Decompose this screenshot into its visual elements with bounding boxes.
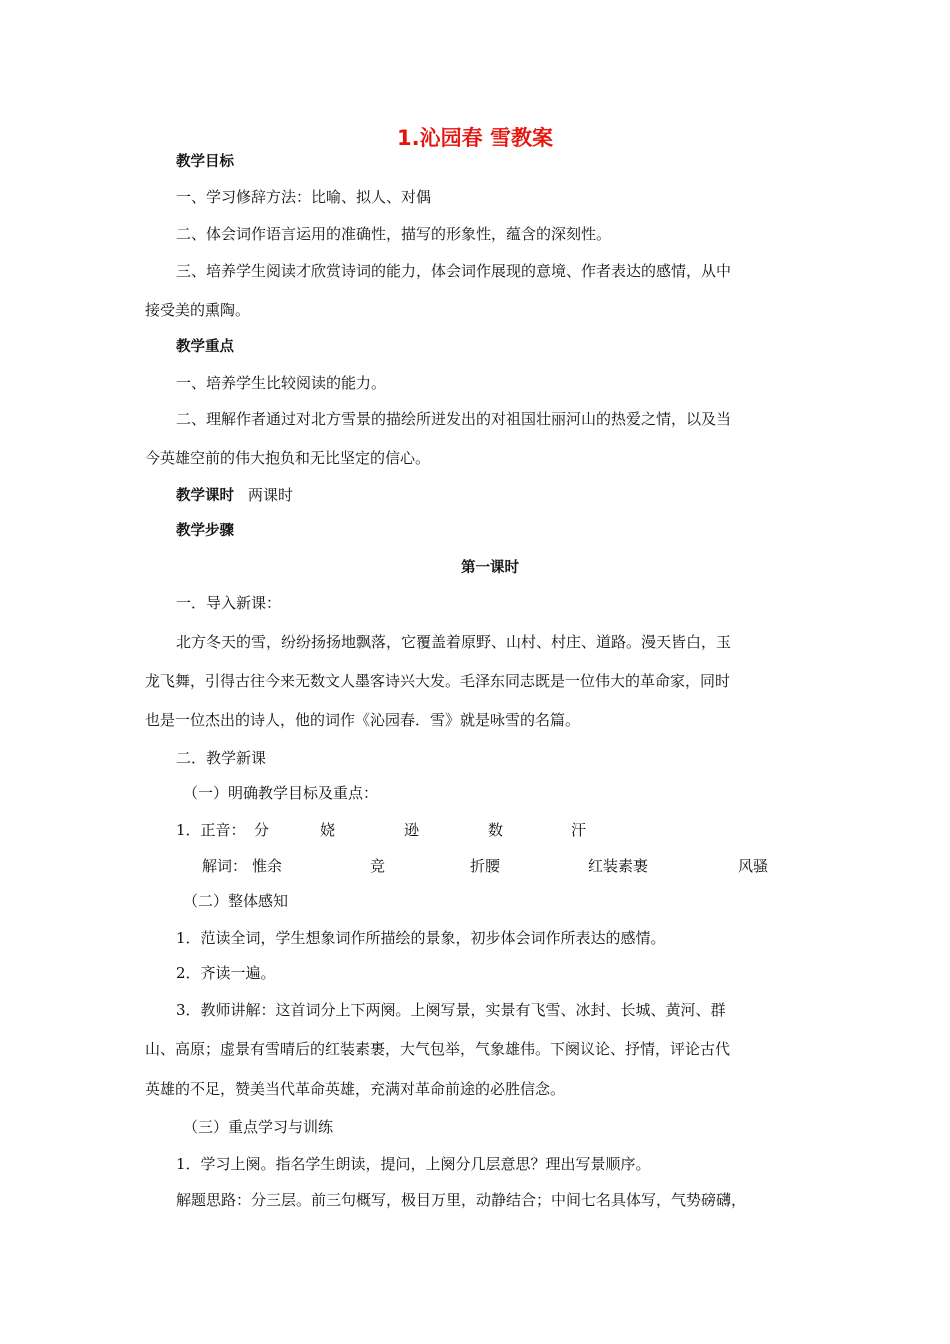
vocab-word: 折腰 — [470, 857, 501, 875]
teaching-hours-value: 两课时 — [248, 486, 294, 504]
pronunciation-row — [176, 820, 856, 840]
vocab-label: 解词： — [202, 857, 248, 875]
objective-line: 二、体会词作语言运用的准确性，描写的形象性，蕴含的深刻性。 — [176, 225, 612, 243]
pronunciation-word: 娆 — [320, 821, 336, 839]
vocab-row — [202, 856, 882, 876]
pronunciation-word: 分 — [254, 821, 270, 839]
pronunciation-word: 汗 — [571, 821, 587, 839]
key-points-heading: 教学重点 — [176, 339, 234, 355]
paragraph-line: 也是一位杰出的诗人，他的词作《沁园春．雪》就是咏雪的名篇。 — [145, 711, 581, 729]
vocab-word: 风骚 — [738, 857, 769, 875]
objectives-heading: 教学目标 — [176, 154, 234, 170]
paragraph-line: 英雄的不足，赞美当代革命英雄，充满对革命前途的必胜信念。 — [145, 1080, 566, 1098]
paragraph-line: 解题思路：分三层。前三句概写，极目万里，动静结合；中间七名具体写，气势磅礴， — [176, 1191, 747, 1209]
objective-line: 接受美的熏陶。 — [145, 301, 251, 319]
pronunciation-label: 1．正音： — [176, 821, 246, 839]
paragraph-line: 山、高原；虚景有雪晴后的红装素裹，大气包举，气象雄伟。下阕议论、抒情，评论古代 — [145, 1040, 731, 1058]
steps-heading: 教学步骤 — [176, 523, 234, 539]
paragraph-line: 2．齐读一遍。 — [176, 964, 276, 982]
key-point-line: 二、理解作者通过对北方雪景的描绘所迸发出的对祖国壮丽河山的热爱之情，以及当 — [176, 410, 732, 428]
vocab-word: 惟余 — [252, 857, 283, 875]
pronunciation-word: 逊 — [404, 821, 420, 839]
section-heading: 一．导入新课： — [176, 594, 282, 612]
subsection-heading: （三）重点学习与训练 — [183, 1118, 334, 1136]
pronunciation-word: 数 — [488, 821, 504, 839]
subsection-heading: （二）整体感知 — [183, 892, 289, 910]
document-title: 1.沁园春 雪教案 — [397, 126, 553, 150]
teaching-hours-label: 教学课时 — [176, 488, 234, 504]
paragraph-line: 北方冬天的雪，纷纷扬扬地飘落，它覆盖着原野、山村、村庄、道路。漫天皆白，玉 — [176, 633, 732, 651]
teaching-hours — [176, 485, 856, 506]
paragraph-line: 3．教师讲解：这首词分上下两阕。上阕写景，实景有飞雪、冰封、长城、黄河、群 — [176, 1001, 726, 1019]
key-point-line: 一、培养学生比较阅读的能力。 — [176, 374, 387, 392]
paragraph-line: 1．范读全词，学生想象词作所描绘的景象，初步体会词作所表达的感情。 — [176, 929, 666, 947]
vocab-word: 红装素裹 — [588, 857, 649, 875]
paragraph-line: 龙飞舞，引得古往今来无数文人墨客诗兴大发。毛泽东同志既是一位伟大的革命家，同时 — [145, 672, 731, 690]
subsection-heading: （一）明确教学目标及重点： — [183, 784, 379, 802]
section-heading: 二．教学新课 — [176, 749, 267, 767]
objective-line: 一、学习修辞方法：比喻、拟人、对偶 — [176, 188, 432, 206]
vocab-word: 竞 — [370, 857, 386, 875]
lesson-title: 第一课时 — [461, 560, 519, 576]
key-point-line: 今英雄空前的伟大抱负和无比坚定的信心。 — [145, 449, 431, 467]
objective-line: 三、培养学生阅读才欣赏诗词的能力，体会词作展现的意境、作者表达的感情，从中 — [176, 262, 732, 280]
paragraph-line: 1．学习上阕。指名学生朗读，提问，上阕分几层意思？理出写景顺序。 — [176, 1155, 651, 1173]
